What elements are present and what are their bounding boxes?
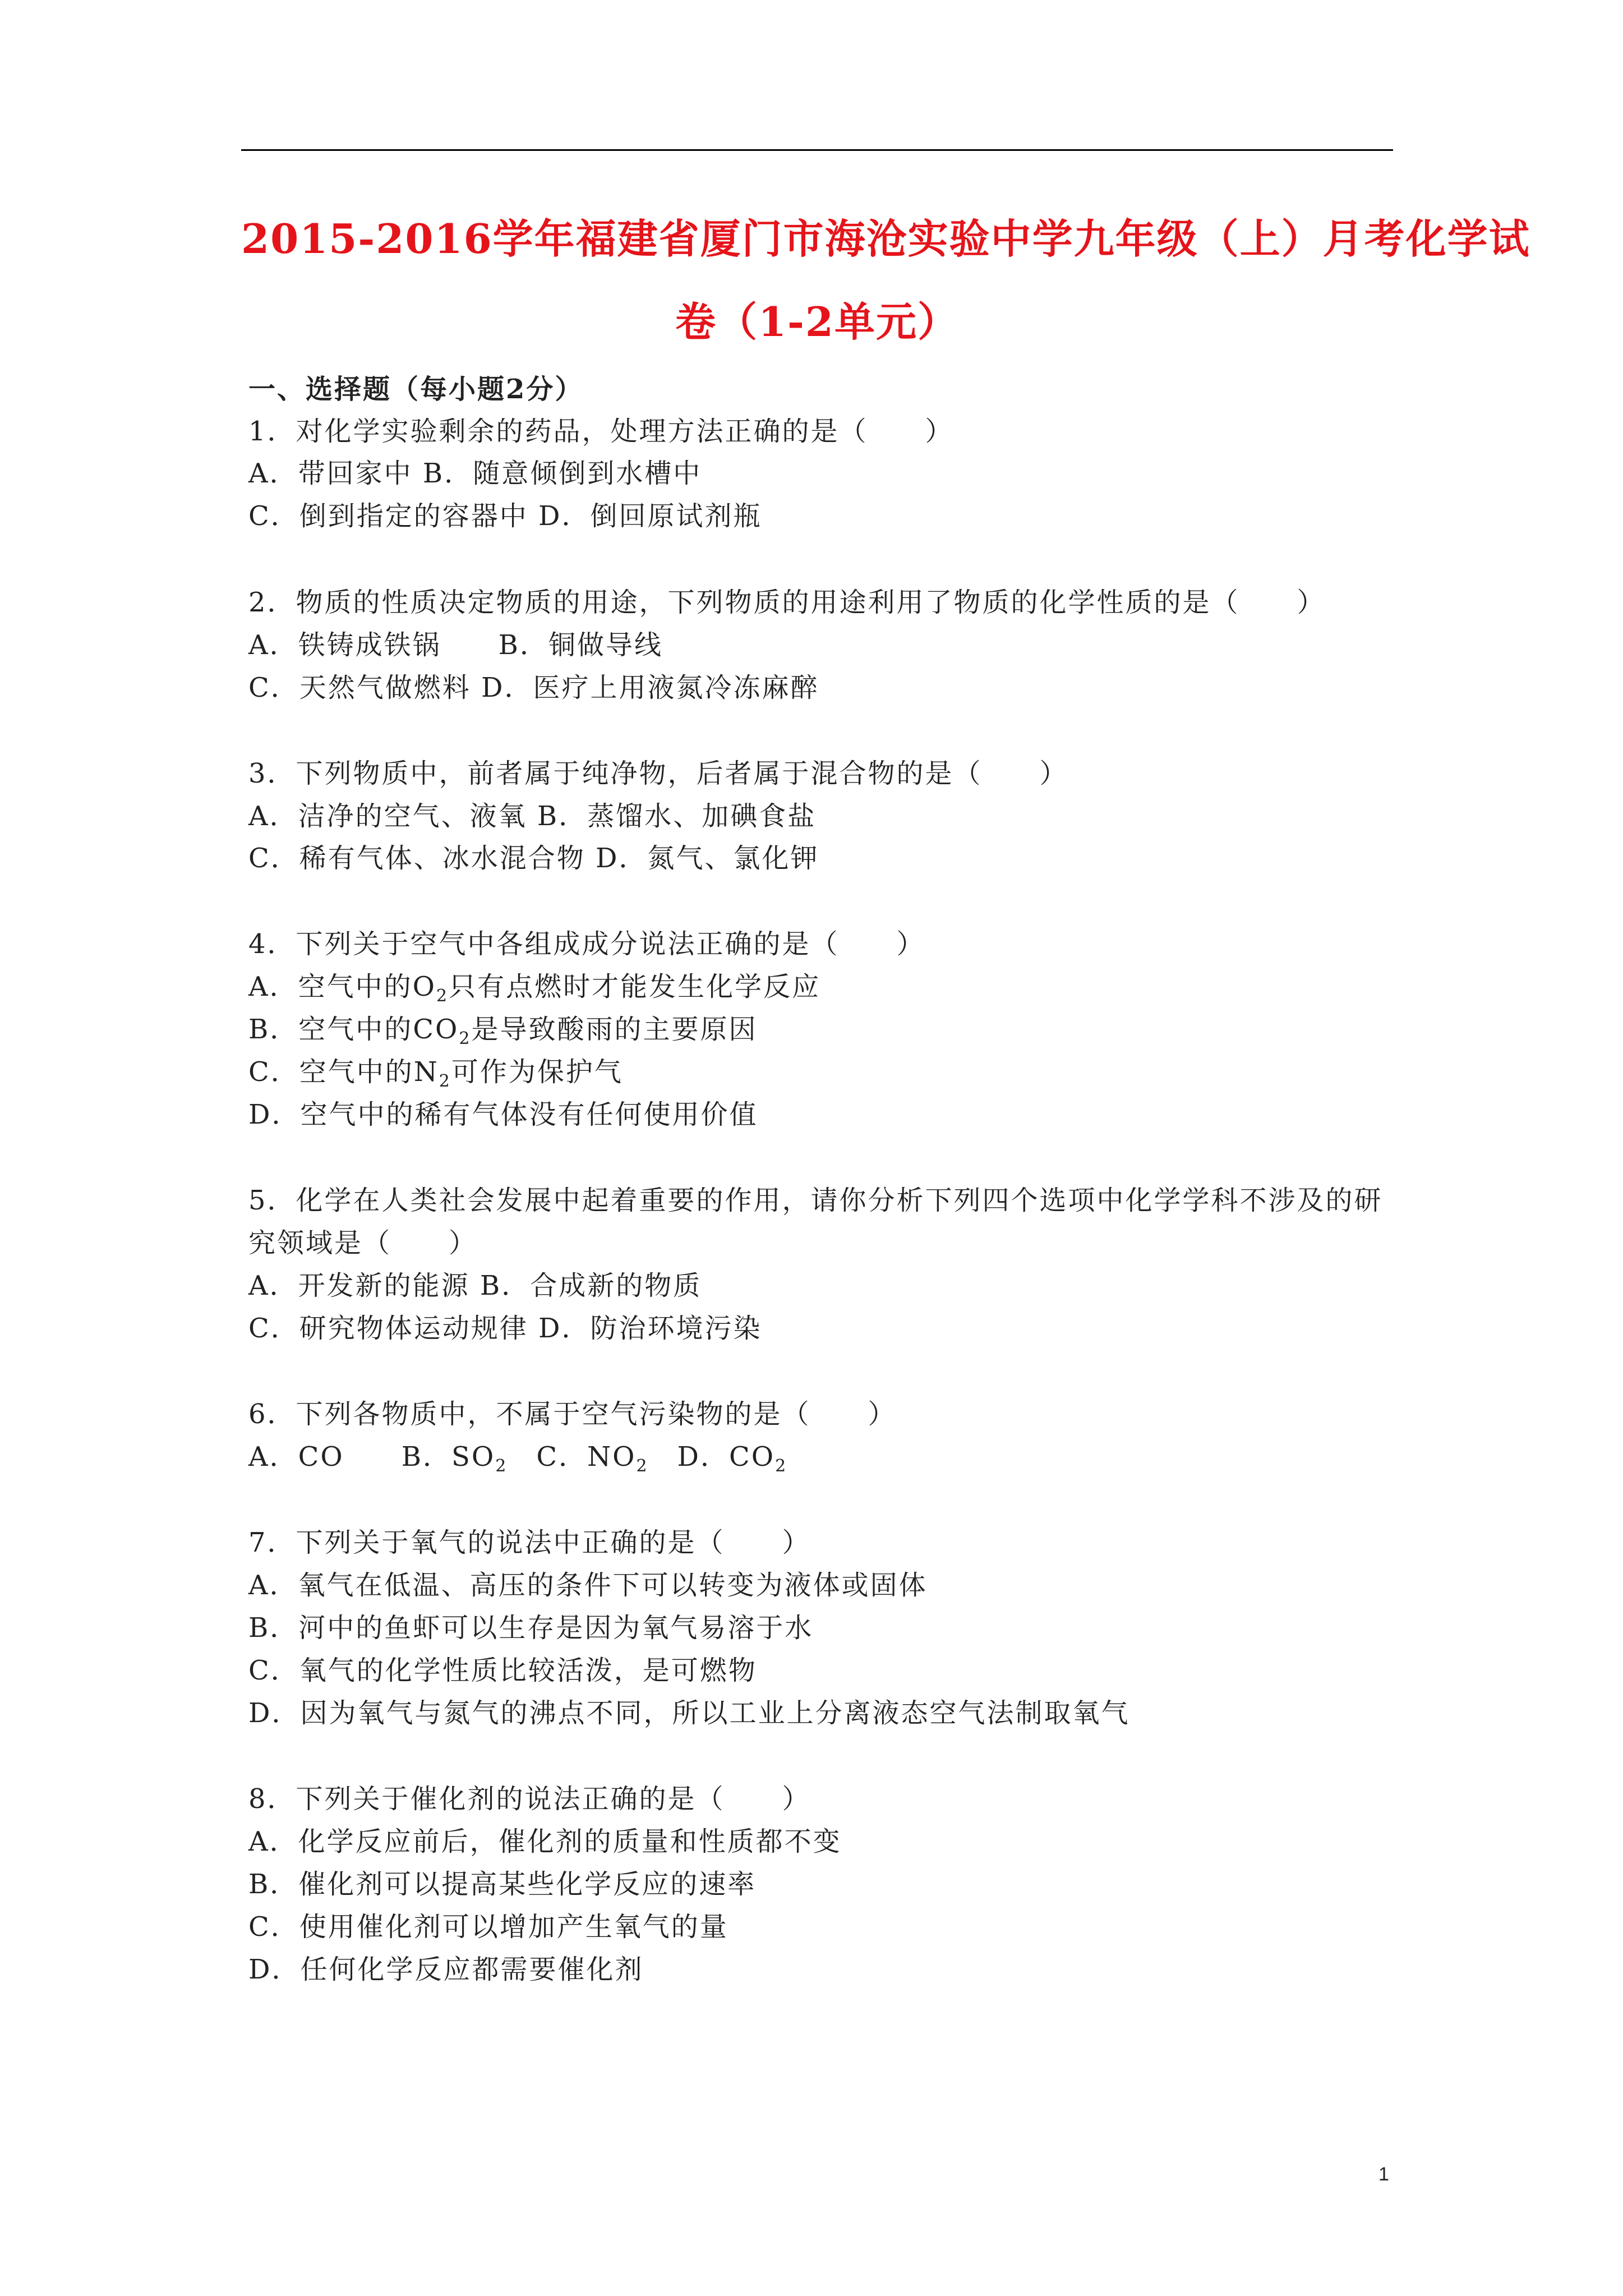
question-4-stem: 4．下列关于空气中各组成成分说法正确的是（ ） [248, 928, 925, 960]
question-2-stem: 2．物质的性质决定物质的用途，下列物质的用途利用了物质的化学性质的是（ ） [248, 587, 1326, 618]
question-8-stem: 8．下列关于催化剂的说法正确的是（ ） [248, 1783, 811, 1815]
document-title-line-1: 2015-2016学年福建省厦门市海沧实验中学九年级（上）月考化学试 [241, 215, 1530, 263]
option-text: D．CO [648, 1441, 776, 1473]
question-3-options-cd: C．稀有气体、冰水混合物 D．氮气、氯化钾 [248, 843, 819, 874]
question-6-stem: 6．下列各物质中，不属于空气污染物的是（ ） [248, 1398, 897, 1430]
subscript: 2 [436, 986, 449, 1006]
option-text: B．空气中的CO [248, 1014, 459, 1045]
question-2-options-ab: A．铁铸成铁锅 B．铜做导线 [248, 629, 663, 661]
question-4-option-c [248, 1056, 623, 1091]
question-6-options [248, 1441, 788, 1476]
page-number: 1 [1378, 2164, 1389, 2185]
question-1-options-cd: C．倒到指定的容器中 D．倒回原试剂瓶 [248, 500, 762, 532]
document-title-line-2: 卷（1-2单元） [675, 298, 960, 346]
question-7-option-b: B．河中的鱼虾可以生存是因为氧气易溶于水 [248, 1612, 814, 1644]
question-7-option-a: A．氧气在低温、高压的条件下可以转变为液体或固体 [248, 1570, 928, 1601]
header-rule [241, 149, 1393, 151]
question-5-options-cd: C．研究物体运动规律 D．防治环境污染 [248, 1313, 762, 1344]
question-7-stem: 7．下列关于氧气的说法中正确的是（ ） [248, 1527, 811, 1558]
subscript: 2 [495, 1456, 508, 1476]
question-8-option-b: B．催化剂可以提高某些化学反应的速率 [248, 1869, 757, 1900]
question-8-option-a: A．化学反应前后，催化剂的质量和性质都不变 [248, 1826, 842, 1857]
option-text: C．空气中的N [248, 1056, 439, 1088]
question-5-stem-line-2: 究领域是（ ） [248, 1227, 478, 1259]
question-5-stem-line-1: 5．化学在人类社会发展中起着重要的作用，请你分析下列四个选项中化学学科不涉及的研 [248, 1185, 1383, 1216]
question-5-options-ab: A．开发新的能源 B．合成新的物质 [248, 1270, 702, 1301]
option-text: A．空气中的O [248, 971, 437, 1002]
question-1-stem: 1．对化学实验剩余的药品，处理方法正确的是（ ） [248, 416, 954, 447]
subscript: 2 [636, 1456, 649, 1476]
option-text: 可作为保护气 [451, 1056, 623, 1088]
section-title: 一、选择题（每小题2分） [248, 374, 584, 405]
question-3-options-ab: A．洁净的空气、液氧 B．蒸馏水、加碘食盐 [248, 800, 817, 832]
subscript: 2 [775, 1456, 788, 1476]
option-text: 是导致酸雨的主要原因 [471, 1014, 758, 1045]
question-8-option-c: C．使用催化剂可以增加产生氧气的量 [248, 1911, 728, 1943]
question-1-options-ab: A．带回家中 B．随意倾倒到水槽中 [248, 458, 702, 489]
question-3-stem: 3．下列物质中，前者属于纯净物，后者属于混合物的是（ ） [248, 758, 1068, 789]
subscript: 2 [439, 1071, 451, 1091]
question-7-option-d: D．因为氧气与氮气的沸点不同，所以工业上分离液态空气法制取氧气 [248, 1697, 1130, 1729]
option-text: C．NO [508, 1441, 637, 1473]
question-8-option-d: D．任何化学反应都需要催化剂 [248, 1954, 644, 1985]
option-text: 只有点燃时才能发生化学反应 [449, 971, 821, 1002]
option-text: A．CO B．SO [248, 1441, 496, 1473]
subscript: 2 [459, 1029, 472, 1048]
question-4-option-d: D．空气中的稀有气体没有任何使用价值 [248, 1099, 758, 1130]
question-4-option-a [248, 971, 821, 1006]
question-2-options-cd: C．天然气做燃料 D．医疗上用液氮冷冻麻醉 [248, 672, 819, 703]
question-7-option-c: C．氧气的化学性质比较活泼，是可燃物 [248, 1655, 757, 1686]
question-4-option-b [248, 1014, 758, 1048]
